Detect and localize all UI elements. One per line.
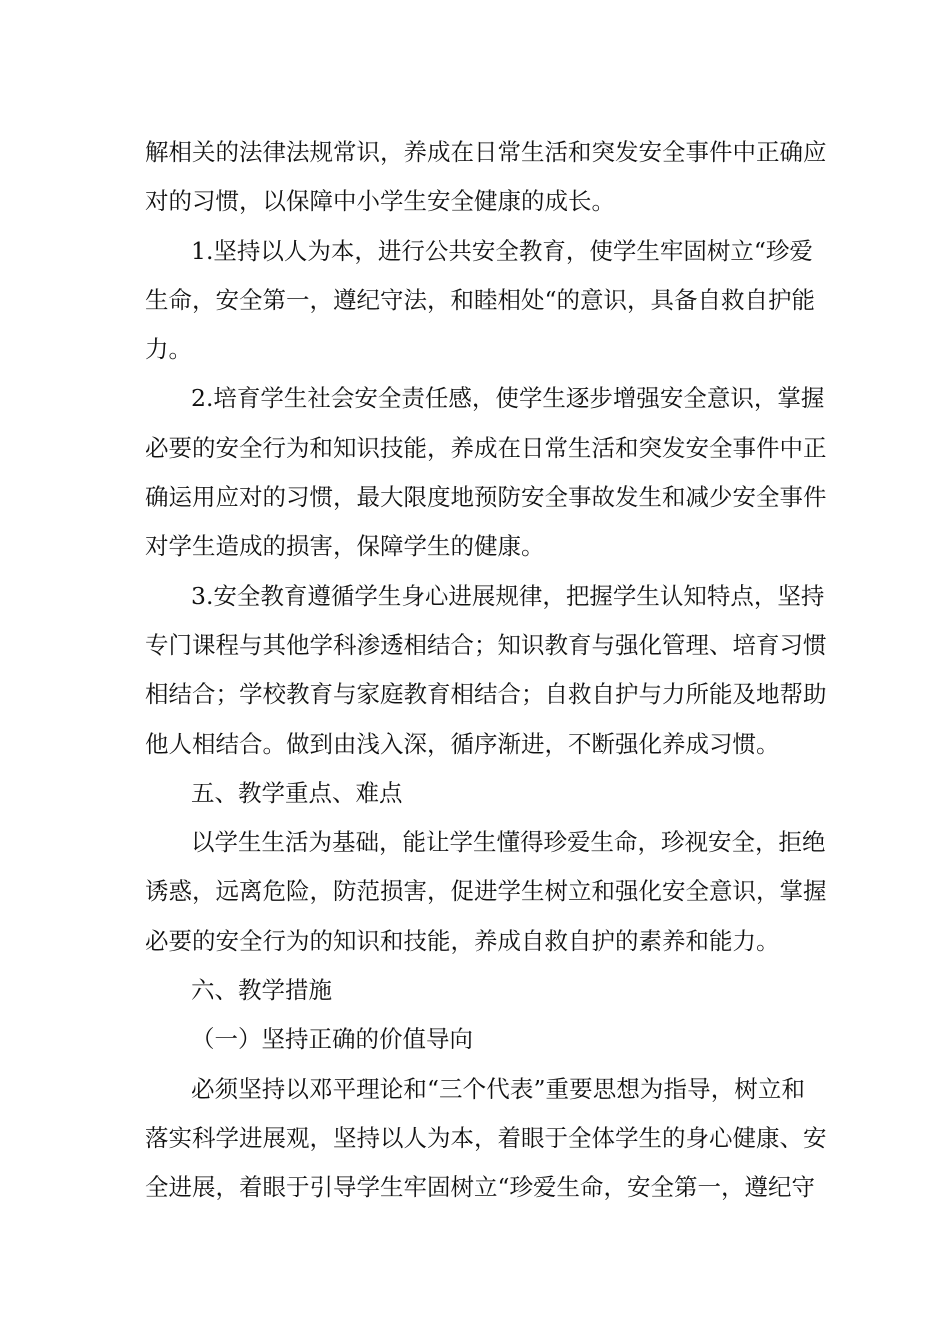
text-line: 解相关的法律法规常识，养成在日常生活和突发安全事件中正确应	[145, 138, 827, 166]
text-line: 对的习惯，以保障中小学生安全健康的成长。	[145, 187, 615, 216]
text-line: 相结合；学校教育与家庭教育相结合；自救自护与力所能及地帮助	[145, 680, 827, 709]
text-line: 专门课程与其他学科渗透相结合；知识教育与强化管理、培育习惯	[145, 630, 827, 659]
text-line: 落实科学进展观，坚持以人为本，着眼于全体学生的身心健康、安	[145, 1123, 827, 1152]
text-line: 对学生造成的损害，保障学生的健康。	[145, 532, 545, 561]
text-line: 以学生生活为基础，能让学生懂得珍爱生命，珍视安全，拒绝	[191, 828, 826, 857]
text-line: 他人相结合。做到由浅入深，循序渐进，不断强化养成习惯。	[145, 729, 780, 758]
text-line: 必须坚持以邓平理论和“三个代表”重要思想为指导，树立和	[191, 1074, 805, 1103]
text-line: 2.培育学生社会安全责任感，使学生逐步增强安全意识，掌握	[191, 384, 825, 413]
document-body	[145, 128, 827, 1213]
subsection-heading: （一）坚持正确的价值导向	[191, 1025, 473, 1054]
text-line: 必要的安全行为和知识技能，养成在日常生活和突发安全事件中正	[145, 433, 827, 462]
text-line: 力。	[145, 335, 192, 364]
text-line: 必要的安全行为的知识和技能，养成自救自护的素养和能力。	[145, 926, 780, 955]
section-heading: 六、教学措施	[191, 976, 332, 1005]
text-line: 全进展，着眼于引导学生牢固树立“珍爱生命，安全第一，遵纪守	[145, 1173, 816, 1202]
section-heading: 五、教学重点、难点	[191, 778, 403, 807]
text-line: 3.安全教育遵循学生身心进展规律，把握学生认知特点，坚持	[191, 581, 825, 610]
text-line: 生命，安全第一，遵纪守法，和睦相处“的意识，具备自救自护能	[145, 285, 816, 314]
text-line: 诱惑，远离危险，防范损害，促进学生树立和强化安全意识，掌握	[145, 877, 827, 906]
text-line: 1.坚持以人为本，进行公共安全教育，使学生牢固树立“珍爱	[191, 236, 813, 265]
text-line: 确运用应对的习惯，最大限度地预防安全事故发生和减少安全事件	[145, 483, 827, 512]
